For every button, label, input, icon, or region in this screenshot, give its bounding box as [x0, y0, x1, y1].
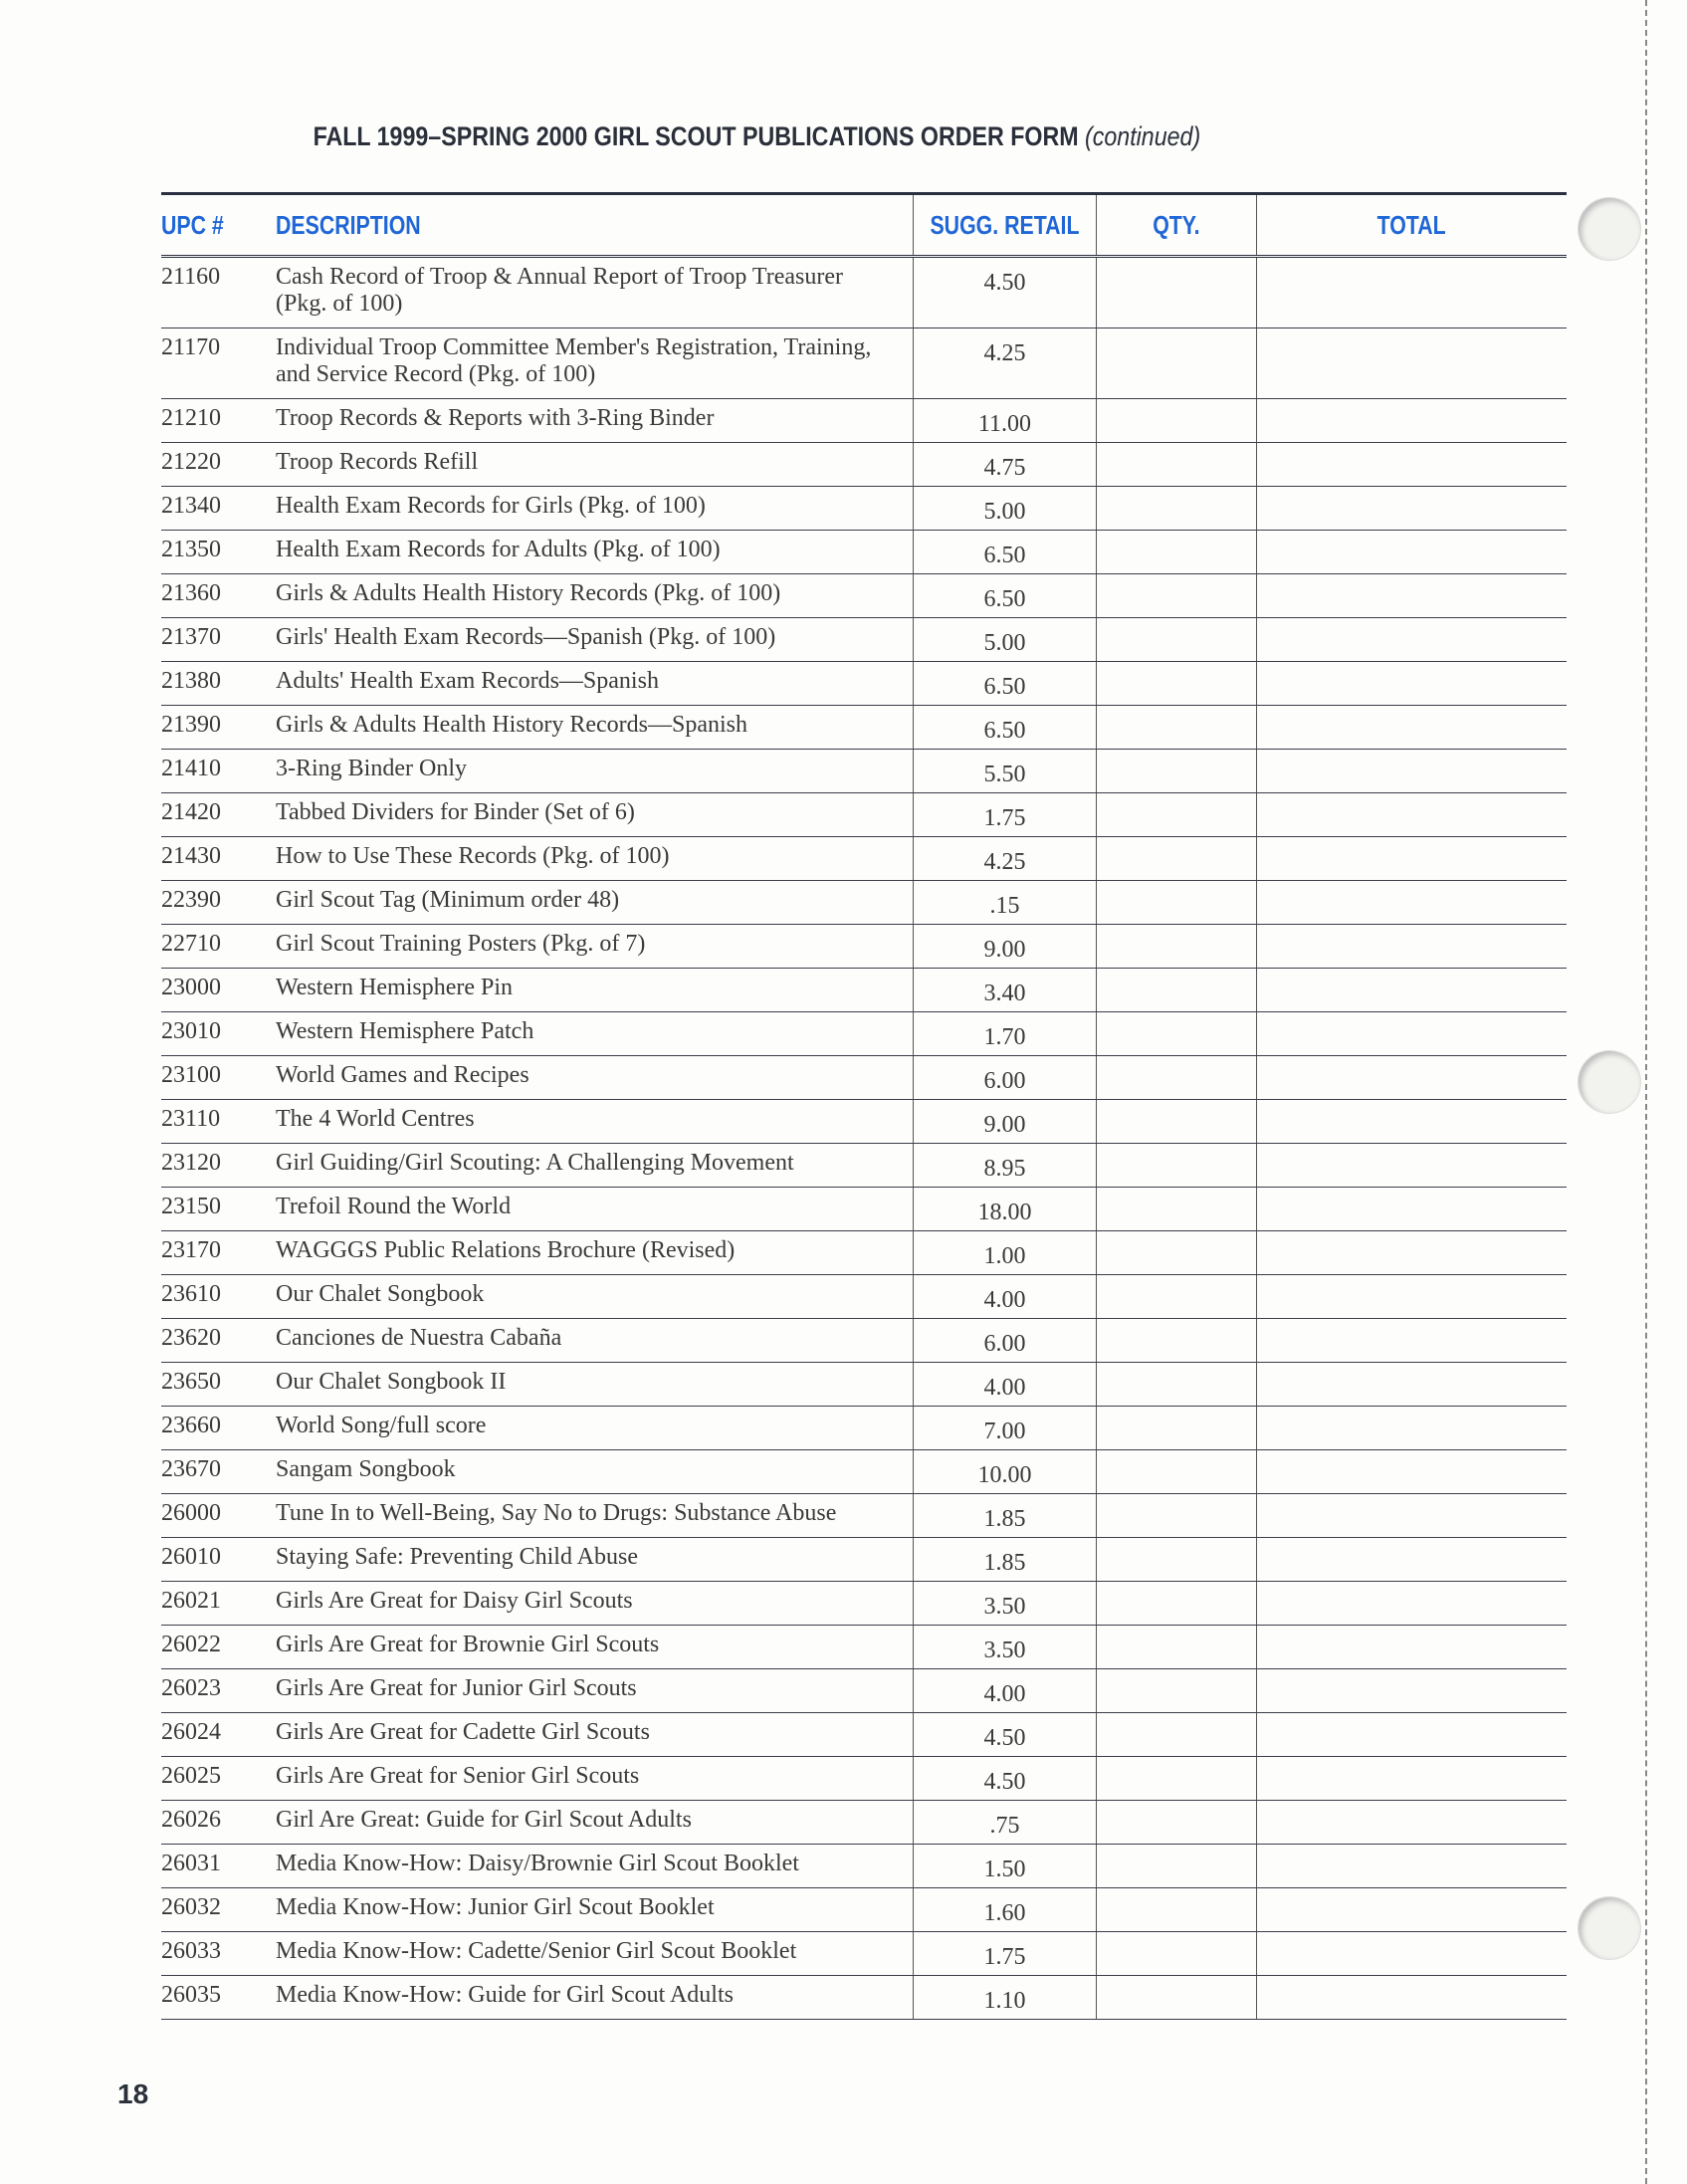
binder-hole — [1578, 1896, 1641, 1960]
description-cell: Girls Are Great for Junior Girl Scouts — [276, 1669, 914, 1713]
qty-input-cell[interactable] — [1096, 1188, 1256, 1231]
qty-input-cell[interactable] — [1096, 793, 1256, 837]
table-row — [161, 1231, 1567, 1275]
retail-cell: 4.75 — [914, 443, 1097, 487]
table-row — [161, 969, 1567, 1012]
table-row — [161, 1407, 1567, 1450]
upc-cell: 21420 — [161, 793, 276, 837]
retail-cell: 5.00 — [914, 618, 1097, 662]
upc-cell: 21410 — [161, 750, 276, 793]
retail-cell: 1.60 — [914, 1888, 1097, 1932]
binder-hole — [1578, 1050, 1641, 1114]
description-cell: Tune In to Well-Being, Say No to Drugs: Substance Abuse — [276, 1494, 914, 1538]
col-upc: UPC # — [161, 194, 276, 257]
upc-cell: 23170 — [161, 1231, 276, 1275]
description-cell: Girls Are Great for Brownie Girl Scouts — [276, 1626, 914, 1669]
table-row — [161, 531, 1567, 574]
upc-cell: 26025 — [161, 1757, 276, 1801]
total-input-cell[interactable] — [1256, 1757, 1567, 1801]
total-input-cell[interactable] — [1256, 969, 1567, 1012]
table-row — [161, 399, 1567, 443]
binder-hole — [1578, 197, 1641, 261]
qty-input-cell[interactable] — [1096, 969, 1256, 1012]
upc-cell: 23660 — [161, 1407, 276, 1450]
description-cell: The 4 World Centres — [276, 1100, 914, 1144]
col-total: TOTAL — [1256, 194, 1567, 257]
retail-cell: .15 — [914, 881, 1097, 925]
upc-cell: 21390 — [161, 706, 276, 750]
total-input-cell[interactable] — [1256, 1888, 1567, 1932]
table-row — [161, 837, 1567, 881]
table-row — [161, 443, 1567, 487]
table-row — [161, 1538, 1567, 1582]
table-row — [161, 1582, 1567, 1626]
description-cell: Troop Records Refill — [276, 443, 914, 487]
table-row — [161, 706, 1567, 750]
table-row — [161, 1626, 1567, 1669]
qty-input-cell[interactable] — [1096, 1494, 1256, 1538]
total-input-cell[interactable] — [1256, 706, 1567, 750]
table-row — [161, 793, 1567, 837]
retail-cell: 4.25 — [914, 328, 1097, 399]
total-input-cell[interactable] — [1256, 1976, 1567, 2020]
upc-cell: 26021 — [161, 1582, 276, 1626]
upc-cell: 26026 — [161, 1801, 276, 1845]
qty-input-cell[interactable] — [1096, 1407, 1256, 1450]
order-table — [161, 192, 1567, 2020]
qty-input-cell[interactable] — [1096, 706, 1256, 750]
upc-cell: 23120 — [161, 1144, 276, 1188]
qty-input-cell[interactable] — [1096, 399, 1256, 443]
description-cell: Staying Safe: Preventing Child Abuse — [276, 1538, 914, 1582]
table-row — [161, 1319, 1567, 1363]
retail-cell: 10.00 — [914, 1450, 1097, 1494]
upc-cell: 22710 — [161, 925, 276, 969]
table-row — [161, 1845, 1567, 1888]
description-cell: Girls & Adults Health History Records—Spanish — [276, 706, 914, 750]
qty-input-cell[interactable] — [1096, 1319, 1256, 1363]
upc-cell: 26023 — [161, 1669, 276, 1713]
retail-cell: 3.50 — [914, 1626, 1097, 1669]
description-cell: Media Know-How: Daisy/Brownie Girl Scout Booklet — [276, 1845, 914, 1888]
total-input-cell[interactable] — [1256, 1144, 1567, 1188]
retail-cell: 5.00 — [914, 487, 1097, 531]
retail-cell: 4.50 — [914, 257, 1097, 328]
retail-cell: 11.00 — [914, 399, 1097, 443]
qty-input-cell[interactable] — [1096, 1056, 1256, 1100]
table-row — [161, 328, 1567, 399]
total-input-cell[interactable] — [1256, 487, 1567, 531]
upc-cell: 23100 — [161, 1056, 276, 1100]
upc-cell: 26032 — [161, 1888, 276, 1932]
description-cell: Girl Scout Tag (Minimum order 48) — [276, 881, 914, 925]
table-row — [161, 1012, 1567, 1056]
retail-cell: 5.50 — [914, 750, 1097, 793]
retail-cell: 6.00 — [914, 1319, 1097, 1363]
qty-input-cell[interactable] — [1096, 1976, 1256, 2020]
retail-cell: 9.00 — [914, 925, 1097, 969]
retail-cell: .75 — [914, 1801, 1097, 1845]
upc-cell: 23620 — [161, 1319, 276, 1363]
qty-input-cell[interactable] — [1096, 1801, 1256, 1845]
description-cell: Girls' Health Exam Records—Spanish (Pkg. of 100) — [276, 618, 914, 662]
total-input-cell[interactable] — [1256, 1100, 1567, 1144]
description-cell: World Song/full score — [276, 1407, 914, 1450]
qty-input-cell[interactable] — [1096, 1932, 1256, 1976]
upc-cell: 26000 — [161, 1494, 276, 1538]
retail-cell: 4.50 — [914, 1713, 1097, 1757]
total-input-cell[interactable] — [1256, 1012, 1567, 1056]
description-cell: Troop Records & Reports with 3-Ring Binder — [276, 399, 914, 443]
upc-cell: 22390 — [161, 881, 276, 925]
description-cell: Canciones de Nuestra Cabaña — [276, 1319, 914, 1363]
description-cell: Cash Record of Troop & Annual Report of Troop Treasurer (Pkg. of 100) — [276, 257, 914, 328]
description-cell: Girl Are Great: Guide for Girl Scout Adults — [276, 1801, 914, 1845]
description-cell: 3-Ring Binder Only — [276, 750, 914, 793]
description-cell: Western Hemisphere Pin — [276, 969, 914, 1012]
upc-cell: 26035 — [161, 1976, 276, 2020]
qty-input-cell[interactable] — [1096, 531, 1256, 574]
upc-cell: 21360 — [161, 574, 276, 618]
total-input-cell[interactable] — [1256, 1669, 1567, 1713]
upc-cell: 23010 — [161, 1012, 276, 1056]
table-row — [161, 750, 1567, 793]
description-cell: Girls Are Great for Senior Girl Scouts — [276, 1757, 914, 1801]
description-cell: Girls Are Great for Cadette Girl Scouts — [276, 1713, 914, 1757]
table-row — [161, 1144, 1567, 1188]
upc-cell: 26022 — [161, 1626, 276, 1669]
qty-input-cell[interactable] — [1096, 750, 1256, 793]
col-qty: QTY. — [1096, 194, 1256, 257]
retail-cell: 7.00 — [914, 1407, 1097, 1450]
qty-input-cell[interactable] — [1096, 1888, 1256, 1932]
description-cell: Girls & Adults Health History Records (Pkg. of 100) — [276, 574, 914, 618]
retail-cell: 1.75 — [914, 793, 1097, 837]
qty-input-cell[interactable] — [1096, 925, 1256, 969]
upc-cell: 23650 — [161, 1363, 276, 1407]
title-suffix: (continued) — [1084, 121, 1200, 151]
description-cell: Tabbed Dividers for Binder (Set of 6) — [276, 793, 914, 837]
qty-input-cell[interactable] — [1096, 1363, 1256, 1407]
table-row — [161, 1713, 1567, 1757]
description-cell: Health Exam Records for Girls (Pkg. of 100) — [276, 487, 914, 531]
total-input-cell[interactable] — [1256, 1626, 1567, 1669]
total-input-cell[interactable] — [1256, 1538, 1567, 1582]
upc-cell: 21430 — [161, 837, 276, 881]
description-cell: Our Chalet Songbook II — [276, 1363, 914, 1407]
total-input-cell[interactable] — [1256, 443, 1567, 487]
total-input-cell[interactable] — [1256, 793, 1567, 837]
description-cell: Girls Are Great for Daisy Girl Scouts — [276, 1582, 914, 1626]
qty-input-cell[interactable] — [1096, 257, 1256, 328]
total-input-cell[interactable] — [1256, 1275, 1567, 1319]
retail-cell: 6.50 — [914, 706, 1097, 750]
description-cell: WAGGGS Public Relations Brochure (Revised) — [276, 1231, 914, 1275]
description-cell: Adults' Health Exam Records—Spanish — [276, 662, 914, 706]
table-row — [161, 1363, 1567, 1407]
qty-input-cell[interactable] — [1096, 443, 1256, 487]
total-input-cell[interactable] — [1256, 1407, 1567, 1450]
retail-cell: 6.50 — [914, 662, 1097, 706]
table-row — [161, 1275, 1567, 1319]
retail-cell: 4.00 — [914, 1669, 1097, 1713]
retail-cell: 1.85 — [914, 1494, 1097, 1538]
upc-cell: 21370 — [161, 618, 276, 662]
table-row — [161, 1100, 1567, 1144]
table-row — [161, 1888, 1567, 1932]
description-cell: Our Chalet Songbook — [276, 1275, 914, 1319]
total-input-cell[interactable] — [1256, 881, 1567, 925]
qty-input-cell[interactable] — [1096, 662, 1256, 706]
table-row — [161, 1801, 1567, 1845]
table-row — [161, 574, 1567, 618]
description-cell: Girl Scout Training Posters (Pkg. of 7) — [276, 925, 914, 969]
qty-input-cell[interactable] — [1096, 574, 1256, 618]
total-input-cell[interactable] — [1256, 574, 1567, 618]
table-header — [161, 194, 1567, 257]
upc-cell: 21350 — [161, 531, 276, 574]
retail-cell: 1.00 — [914, 1231, 1097, 1275]
retail-cell: 1.10 — [914, 1976, 1097, 2020]
qty-input-cell[interactable] — [1096, 881, 1256, 925]
table-row — [161, 618, 1567, 662]
table-row — [161, 1757, 1567, 1801]
total-input-cell[interactable] — [1256, 1713, 1567, 1757]
upc-cell: 21160 — [161, 257, 276, 328]
retail-cell: 4.25 — [914, 837, 1097, 881]
description-cell: Health Exam Records for Adults (Pkg. of 100) — [276, 531, 914, 574]
total-input-cell[interactable] — [1256, 531, 1567, 574]
total-input-cell[interactable] — [1256, 1188, 1567, 1231]
retail-cell: 4.00 — [914, 1363, 1097, 1407]
qty-input-cell[interactable] — [1096, 618, 1256, 662]
retail-cell: 6.50 — [914, 574, 1097, 618]
qty-input-cell[interactable] — [1096, 1757, 1256, 1801]
total-input-cell[interactable] — [1256, 1231, 1567, 1275]
table-row — [161, 1188, 1567, 1231]
retail-cell: 4.50 — [914, 1757, 1097, 1801]
upc-cell: 21220 — [161, 443, 276, 487]
upc-cell: 23610 — [161, 1275, 276, 1319]
total-input-cell[interactable] — [1256, 399, 1567, 443]
retail-cell: 6.50 — [914, 531, 1097, 574]
description-cell: World Games and Recipes — [276, 1056, 914, 1100]
table-row — [161, 1450, 1567, 1494]
page-number: 18 — [117, 2078, 149, 2109]
col-description: DESCRIPTION — [276, 194, 914, 257]
description-cell: Sangam Songbook — [276, 1450, 914, 1494]
total-input-cell[interactable] — [1256, 328, 1567, 399]
qty-input-cell[interactable] — [1096, 1144, 1256, 1188]
description-cell: Western Hemisphere Patch — [276, 1012, 914, 1056]
total-input-cell[interactable] — [1256, 257, 1567, 328]
description-cell: Individual Troop Committee Member's Registration, Training, and Service Record (Pkg. of 100) — [276, 328, 914, 399]
description-cell: Girl Guiding/Girl Scouting: A Challenging Movement — [276, 1144, 914, 1188]
col-retail: SUGG. RETAIL — [914, 194, 1097, 257]
retail-cell: 1.50 — [914, 1845, 1097, 1888]
retail-cell: 3.50 — [914, 1582, 1097, 1626]
description-cell: Media Know-How: Cadette/Senior Girl Scout Booklet — [276, 1932, 914, 1976]
table-row — [161, 1056, 1567, 1100]
description-cell: Media Know-How: Guide for Girl Scout Adults — [276, 1976, 914, 2020]
qty-input-cell[interactable] — [1096, 1275, 1256, 1319]
qty-input-cell[interactable] — [1096, 1626, 1256, 1669]
total-input-cell[interactable] — [1256, 662, 1567, 706]
upc-cell: 23150 — [161, 1188, 276, 1231]
retail-cell: 3.40 — [914, 969, 1097, 1012]
retail-cell: 1.75 — [914, 1932, 1097, 1976]
description-cell: Media Know-How: Junior Girl Scout Booklet — [276, 1888, 914, 1932]
table-row — [161, 1669, 1567, 1713]
total-input-cell[interactable] — [1256, 1450, 1567, 1494]
upc-cell: 26033 — [161, 1932, 276, 1976]
upc-cell: 26031 — [161, 1845, 276, 1888]
qty-input-cell[interactable] — [1096, 1845, 1256, 1888]
total-input-cell[interactable] — [1256, 1932, 1567, 1976]
qty-input-cell[interactable] — [1096, 1100, 1256, 1144]
qty-input-cell[interactable] — [1096, 1582, 1256, 1626]
total-input-cell[interactable] — [1256, 1494, 1567, 1538]
upc-cell: 26024 — [161, 1713, 276, 1757]
qty-input-cell[interactable] — [1096, 1669, 1256, 1713]
upc-cell: 23670 — [161, 1450, 276, 1494]
total-input-cell[interactable] — [1256, 1801, 1567, 1845]
total-input-cell[interactable] — [1256, 1319, 1567, 1363]
table-row — [161, 881, 1567, 925]
qty-input-cell[interactable] — [1096, 1450, 1256, 1494]
retail-cell: 8.95 — [914, 1144, 1097, 1188]
table-row — [161, 487, 1567, 531]
upc-cell: 21170 — [161, 328, 276, 399]
page-title — [0, 121, 1513, 152]
upc-cell: 23000 — [161, 969, 276, 1012]
description-cell: How to Use These Records (Pkg. of 100) — [276, 837, 914, 881]
total-input-cell[interactable] — [1256, 1845, 1567, 1888]
qty-input-cell[interactable] — [1096, 1538, 1256, 1582]
retail-cell: 4.00 — [914, 1275, 1097, 1319]
retail-cell: 9.00 — [914, 1100, 1097, 1144]
qty-input-cell[interactable] — [1096, 1012, 1256, 1056]
upc-cell: 26010 — [161, 1538, 276, 1582]
title-main: FALL 1999–SPRING 2000 GIRL SCOUT PUBLICATIONS ORDER FORM — [313, 121, 1079, 151]
total-input-cell[interactable] — [1256, 1582, 1567, 1626]
total-input-cell[interactable] — [1256, 1363, 1567, 1407]
upc-cell: 21210 — [161, 399, 276, 443]
upc-cell: 23110 — [161, 1100, 276, 1144]
retail-cell: 18.00 — [914, 1188, 1097, 1231]
table-row — [161, 1932, 1567, 1976]
total-input-cell[interactable] — [1256, 618, 1567, 662]
upc-cell: 21340 — [161, 487, 276, 531]
upc-cell: 21380 — [161, 662, 276, 706]
total-input-cell[interactable] — [1256, 837, 1567, 881]
qty-input-cell[interactable] — [1096, 837, 1256, 881]
qty-input-cell[interactable] — [1096, 487, 1256, 531]
qty-input-cell[interactable] — [1096, 1231, 1256, 1275]
qty-input-cell[interactable] — [1096, 328, 1256, 399]
total-input-cell[interactable] — [1256, 1056, 1567, 1100]
retail-cell: 6.00 — [914, 1056, 1097, 1100]
table-row — [161, 1976, 1567, 2020]
perforation-line — [1645, 0, 1647, 2184]
table-row — [161, 925, 1567, 969]
total-input-cell[interactable] — [1256, 925, 1567, 969]
table-row — [161, 1494, 1567, 1538]
description-cell: Trefoil Round the World — [276, 1188, 914, 1231]
retail-cell: 1.85 — [914, 1538, 1097, 1582]
table-row — [161, 257, 1567, 328]
table-row — [161, 662, 1567, 706]
qty-input-cell[interactable] — [1096, 1713, 1256, 1757]
total-input-cell[interactable] — [1256, 750, 1567, 793]
retail-cell: 1.70 — [914, 1012, 1097, 1056]
